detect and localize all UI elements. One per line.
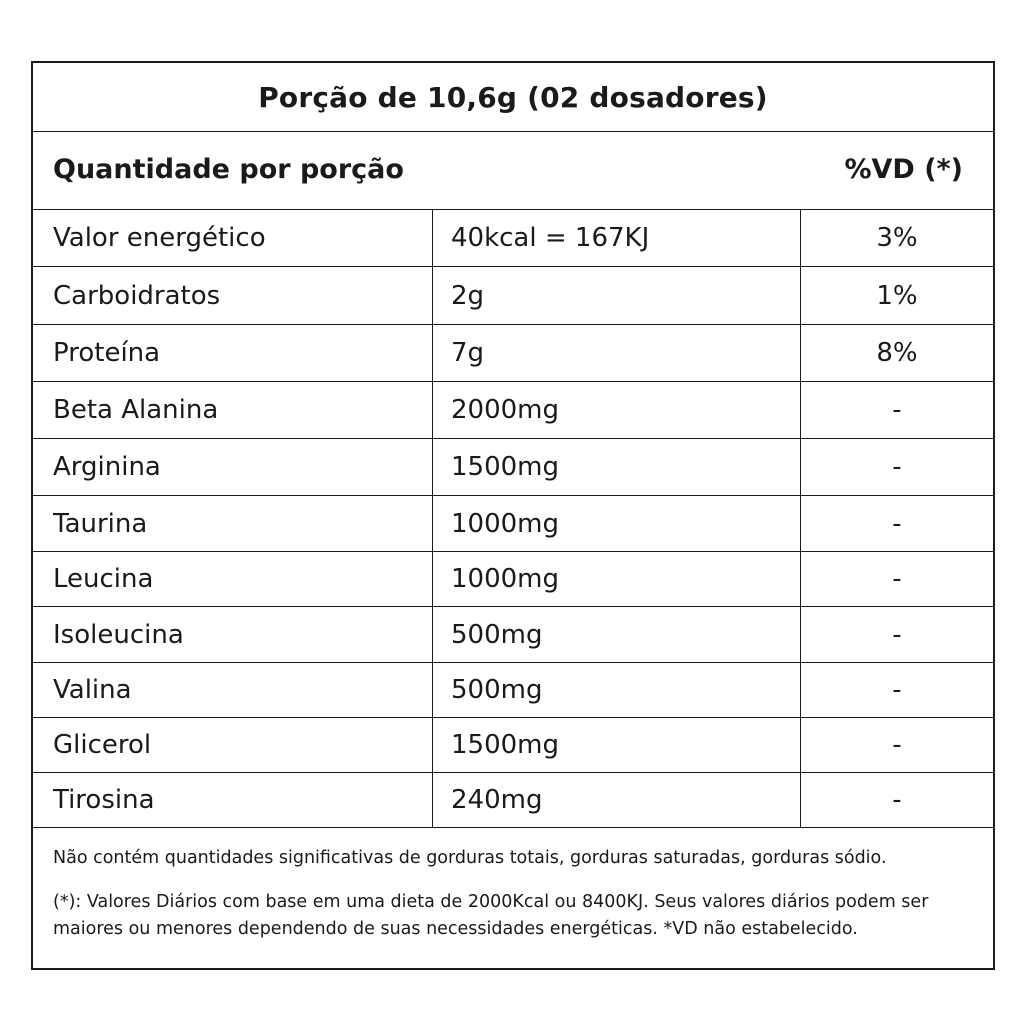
table-row	[33, 209, 993, 267]
nutrient-daily-value: -	[892, 395, 902, 425]
nutrient-amount: 240mg	[433, 773, 801, 827]
nutrition-facts-table	[31, 61, 995, 970]
nutrient-daily-value: -	[892, 508, 902, 539]
nutrient-rows	[33, 209, 993, 828]
nutrient-amount: 1000mg	[433, 552, 801, 606]
daily-values-note: (*): Valores Diários com base em uma dieta de 2000Kcal ou 8400KJ. Seus valores diários podem ser maiores ou menores dependendo de suas necessidades energéticas. *VD não estabelecido.	[53, 892, 929, 940]
nutrient-amount: 1500mg	[433, 439, 801, 495]
nutrient-daily-value: 1%	[876, 280, 918, 311]
nutrient-daily-value: -	[892, 785, 902, 815]
nutrient-name: Valina	[33, 663, 433, 717]
table-row	[33, 382, 993, 439]
nutrient-amount: 2g	[433, 267, 801, 324]
footnotes	[33, 821, 993, 968]
nutrient-amount: 1500mg	[433, 718, 801, 772]
table-row	[33, 773, 993, 828]
nutrient-name: Carboidratos	[33, 267, 433, 324]
nutrient-daily-value: -	[892, 564, 902, 594]
nutrient-daily-value: -	[892, 452, 902, 482]
daily-value-label: %VD (*)	[844, 154, 963, 185]
nutrient-amount: 1000mg	[433, 496, 801, 551]
table-row	[33, 325, 993, 382]
portion-title: Porção de 10,6g (02 dosadores)	[33, 63, 993, 132]
nutrient-amount: 500mg	[433, 607, 801, 662]
nutrient-daily-value: 8%	[876, 338, 918, 368]
nutrient-amount: 7g	[433, 325, 801, 381]
nutrient-name: Tirosina	[33, 773, 433, 827]
nutrient-name: Glicerol	[33, 718, 433, 772]
nutrient-name: Beta Alanina	[33, 382, 433, 438]
table-row	[33, 663, 993, 718]
nutrient-name: Isoleucina	[33, 607, 433, 662]
not-contains-note: Não contém quantidades significativas de gorduras totais, gorduras saturadas, gorduras sódio.	[53, 848, 887, 868]
nutrient-daily-value: -	[892, 730, 902, 760]
quantity-per-portion-label: Quantidade por porção	[53, 154, 404, 185]
nutrient-amount: 500mg	[433, 663, 801, 717]
nutrient-daily-value: -	[892, 619, 902, 650]
nutrient-daily-value: 3%	[876, 222, 918, 253]
nutrient-name: Valor energético	[33, 209, 433, 266]
nutrient-name: Proteína	[33, 325, 433, 381]
table-row	[33, 718, 993, 773]
table-header	[33, 131, 993, 210]
table-row	[33, 607, 993, 663]
nutrient-name: Leucina	[33, 552, 433, 606]
nutrient-amount: 2000mg	[433, 382, 801, 438]
table-row	[33, 439, 993, 496]
nutrient-daily-value: -	[892, 675, 902, 705]
table-row	[33, 552, 993, 607]
table-row	[33, 267, 993, 325]
nutrient-name: Arginina	[33, 439, 433, 495]
table-row	[33, 496, 993, 552]
nutrient-name: Taurina	[33, 496, 433, 551]
nutrient-amount: 40kcal = 167KJ	[433, 209, 801, 266]
